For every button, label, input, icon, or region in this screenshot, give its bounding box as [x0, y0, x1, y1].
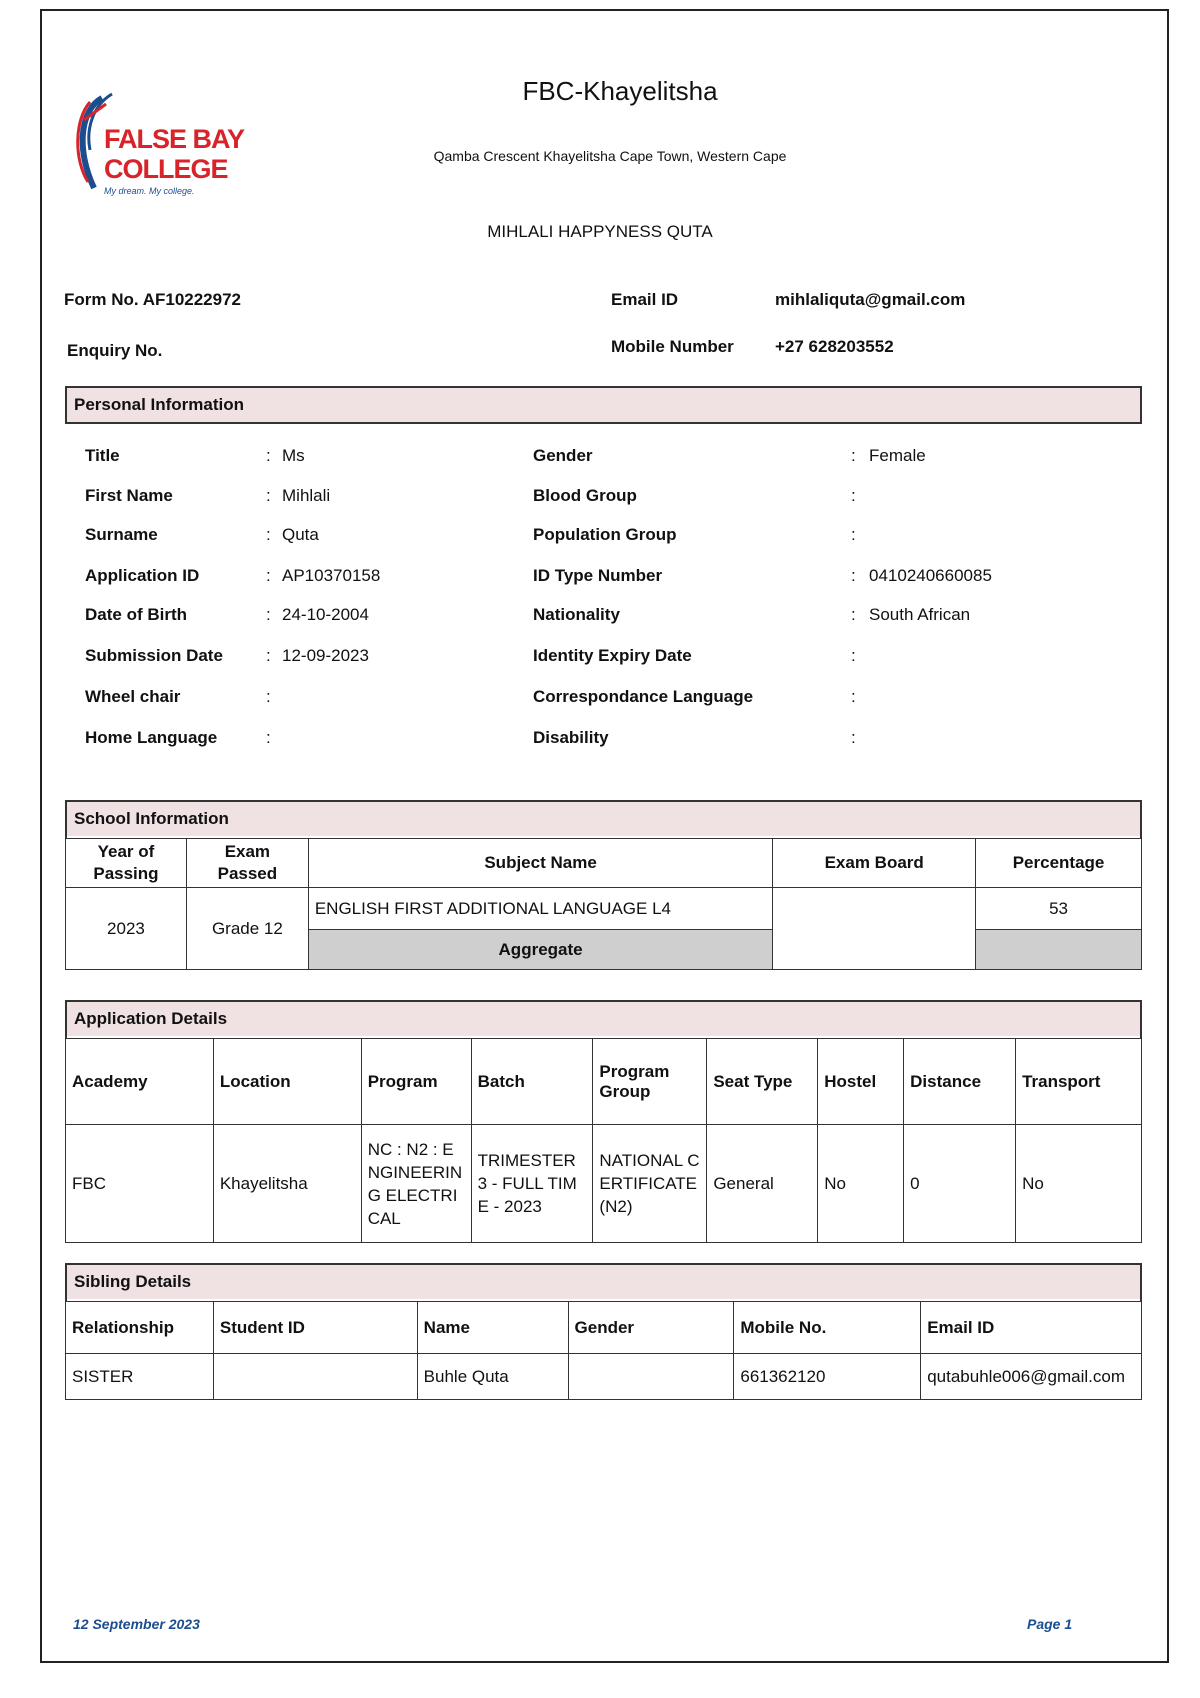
batch-value: TRIMESTER 3 - FULL TIME - 2023 [471, 1125, 593, 1243]
pi-colon: : [851, 525, 856, 544]
exam-value: Grade 12 [186, 888, 308, 970]
application-details-section [65, 1000, 1142, 1038]
pi-label: Disability [533, 728, 609, 747]
pi-colon: : [851, 605, 856, 624]
pi-label: Application ID [85, 566, 200, 585]
pi-colon: : [851, 446, 856, 465]
logo-tagline: My dream. My college. [104, 186, 195, 196]
pi-value: AP10370158 [282, 566, 381, 585]
distance-value: 0 [904, 1125, 1016, 1243]
aggregate-label: Aggregate [308, 930, 772, 970]
pi-label: Submission Date [85, 646, 223, 665]
sibling-details-table [65, 1301, 1142, 1400]
hostel-header: Hostel [818, 1039, 904, 1125]
pi-colon: : [266, 728, 271, 747]
pi-colon: : [266, 646, 271, 665]
seat-type-value: General [707, 1125, 818, 1243]
form-number: Form No. AF10222972 [64, 290, 241, 309]
pi-label: Wheel chair [85, 687, 181, 706]
pi-colon: : [266, 605, 271, 624]
gender-value [568, 1354, 734, 1400]
pi-colon: : [851, 687, 856, 706]
school-subject-row [66, 888, 1142, 930]
relationship-value: SISTER [66, 1354, 214, 1400]
personal-info-section [65, 386, 1142, 424]
subject-header: Subject Name [308, 839, 772, 888]
pi-label: Identity Expiry Date [533, 646, 692, 665]
pi-colon: : [851, 486, 856, 505]
pi-label: Nationality [533, 605, 620, 624]
school-info-title: School Information [67, 802, 1140, 836]
pi-label: ID Type Number [533, 566, 663, 585]
pi-value: Female [869, 446, 926, 465]
mobile-label: Mobile Number [611, 337, 734, 356]
program-header: Program [361, 1039, 471, 1125]
school-header-row [66, 839, 1142, 888]
sibling-header-row [66, 1302, 1142, 1354]
academy-header: Academy [66, 1039, 214, 1125]
pi-label: Gender [533, 446, 593, 465]
sibling-data-row [66, 1354, 1142, 1400]
logo-wordmark [104, 124, 244, 184]
application-data-row [66, 1125, 1142, 1243]
academy-value: FBC [66, 1125, 214, 1243]
pi-colon: : [266, 566, 271, 585]
institution-name: FBC-Khayelitsha [522, 76, 718, 106]
hostel-value: No [818, 1125, 904, 1243]
program-value: NC : N2 : ENGINEERING ELECTRICAL [361, 1125, 471, 1243]
pi-colon: : [266, 525, 271, 544]
year-value: 2023 [66, 888, 187, 970]
distance-header: Distance [904, 1039, 1016, 1125]
email-value: mihlaliquta@gmail.com [775, 290, 966, 309]
pi-colon: : [266, 446, 271, 465]
pi-label: Title [85, 446, 120, 465]
sibling-details-section [65, 1263, 1142, 1301]
pi-colon: : [266, 687, 271, 706]
program-group-value: NATIONAL CERTIFICATE (N2) [593, 1125, 707, 1243]
seat-type-header: Seat Type [707, 1039, 818, 1125]
pi-colon: : [851, 566, 856, 585]
percentage-value: 53 [976, 888, 1142, 930]
exam-header: Exam Passed [186, 839, 308, 888]
transport-value: No [1016, 1125, 1142, 1243]
aggregate-value [976, 930, 1142, 970]
board-value [773, 888, 976, 970]
pi-label: Blood Group [533, 486, 637, 505]
transport-header: Transport [1016, 1039, 1142, 1125]
pi-colon: : [851, 646, 856, 665]
program-group-header: Program Group [593, 1039, 707, 1125]
pi-value: South African [869, 605, 971, 624]
mobile-value: 661362120 [734, 1354, 921, 1400]
pi-value: 0410240660085 [869, 566, 992, 585]
pi-label: Home Language [85, 728, 218, 747]
pi-colon: : [266, 486, 271, 505]
student-name: MIHLALI HAPPYNESS QUTA [487, 222, 713, 241]
location-header: Location [213, 1039, 361, 1125]
name-value: Buhle Quta [417, 1354, 568, 1400]
institution-address: Qamba Crescent Khayelitsha Cape Town, Western Cape [433, 148, 787, 164]
relationship-header: Relationship [66, 1302, 214, 1354]
pi-value: 12-09-2023 [282, 646, 369, 665]
application-details-title: Application Details [67, 1002, 1140, 1036]
year-header: Year of Passing [66, 839, 187, 888]
footer-date: 12 September 2023 [73, 1616, 200, 1632]
pi-colon: : [851, 728, 856, 747]
logo-line2: COLLEGE [104, 154, 228, 184]
footer-page-number: Page 1 [1027, 1616, 1073, 1632]
pi-label: First Name [85, 486, 173, 505]
application-details-table [65, 1038, 1142, 1243]
pi-value: 24-10-2004 [282, 605, 369, 624]
email-value: qutabuhle006@gmail.com [921, 1354, 1142, 1400]
batch-header: Batch [471, 1039, 593, 1125]
pi-label: Population Group [533, 525, 677, 544]
school-info-section [65, 800, 1142, 838]
subject-value: ENGLISH FIRST ADDITIONAL LANGUAGE L4 [308, 888, 772, 930]
location-value: Khayelitsha [213, 1125, 361, 1243]
pi-value: Mihlali [282, 486, 331, 505]
pi-value: Ms [282, 446, 305, 465]
logo-line1: FALSE BAY [104, 124, 245, 154]
pi-value: Quta [282, 525, 319, 544]
school-info-table [65, 838, 1142, 970]
personal-info-title: Personal Information [67, 388, 1140, 422]
gender-header: Gender [568, 1302, 734, 1354]
student-id-value [213, 1354, 417, 1400]
mobile-header: Mobile No. [734, 1302, 921, 1354]
percentage-header: Percentage [976, 839, 1142, 888]
enquiry-number: Enquiry No. [67, 341, 163, 360]
pi-label: Date of Birth [85, 605, 187, 624]
pi-label: Correspondance Language [533, 687, 754, 706]
application-header-row [66, 1039, 1142, 1125]
email-header: Email ID [921, 1302, 1142, 1354]
email-label: Email ID [611, 290, 679, 309]
student-id-header: Student ID [213, 1302, 417, 1354]
name-header: Name [417, 1302, 568, 1354]
board-header: Exam Board [773, 839, 976, 888]
pi-label: Surname [85, 525, 158, 544]
mobile-value: +27 628203552 [775, 337, 894, 356]
sibling-details-title: Sibling Details [67, 1265, 1140, 1299]
